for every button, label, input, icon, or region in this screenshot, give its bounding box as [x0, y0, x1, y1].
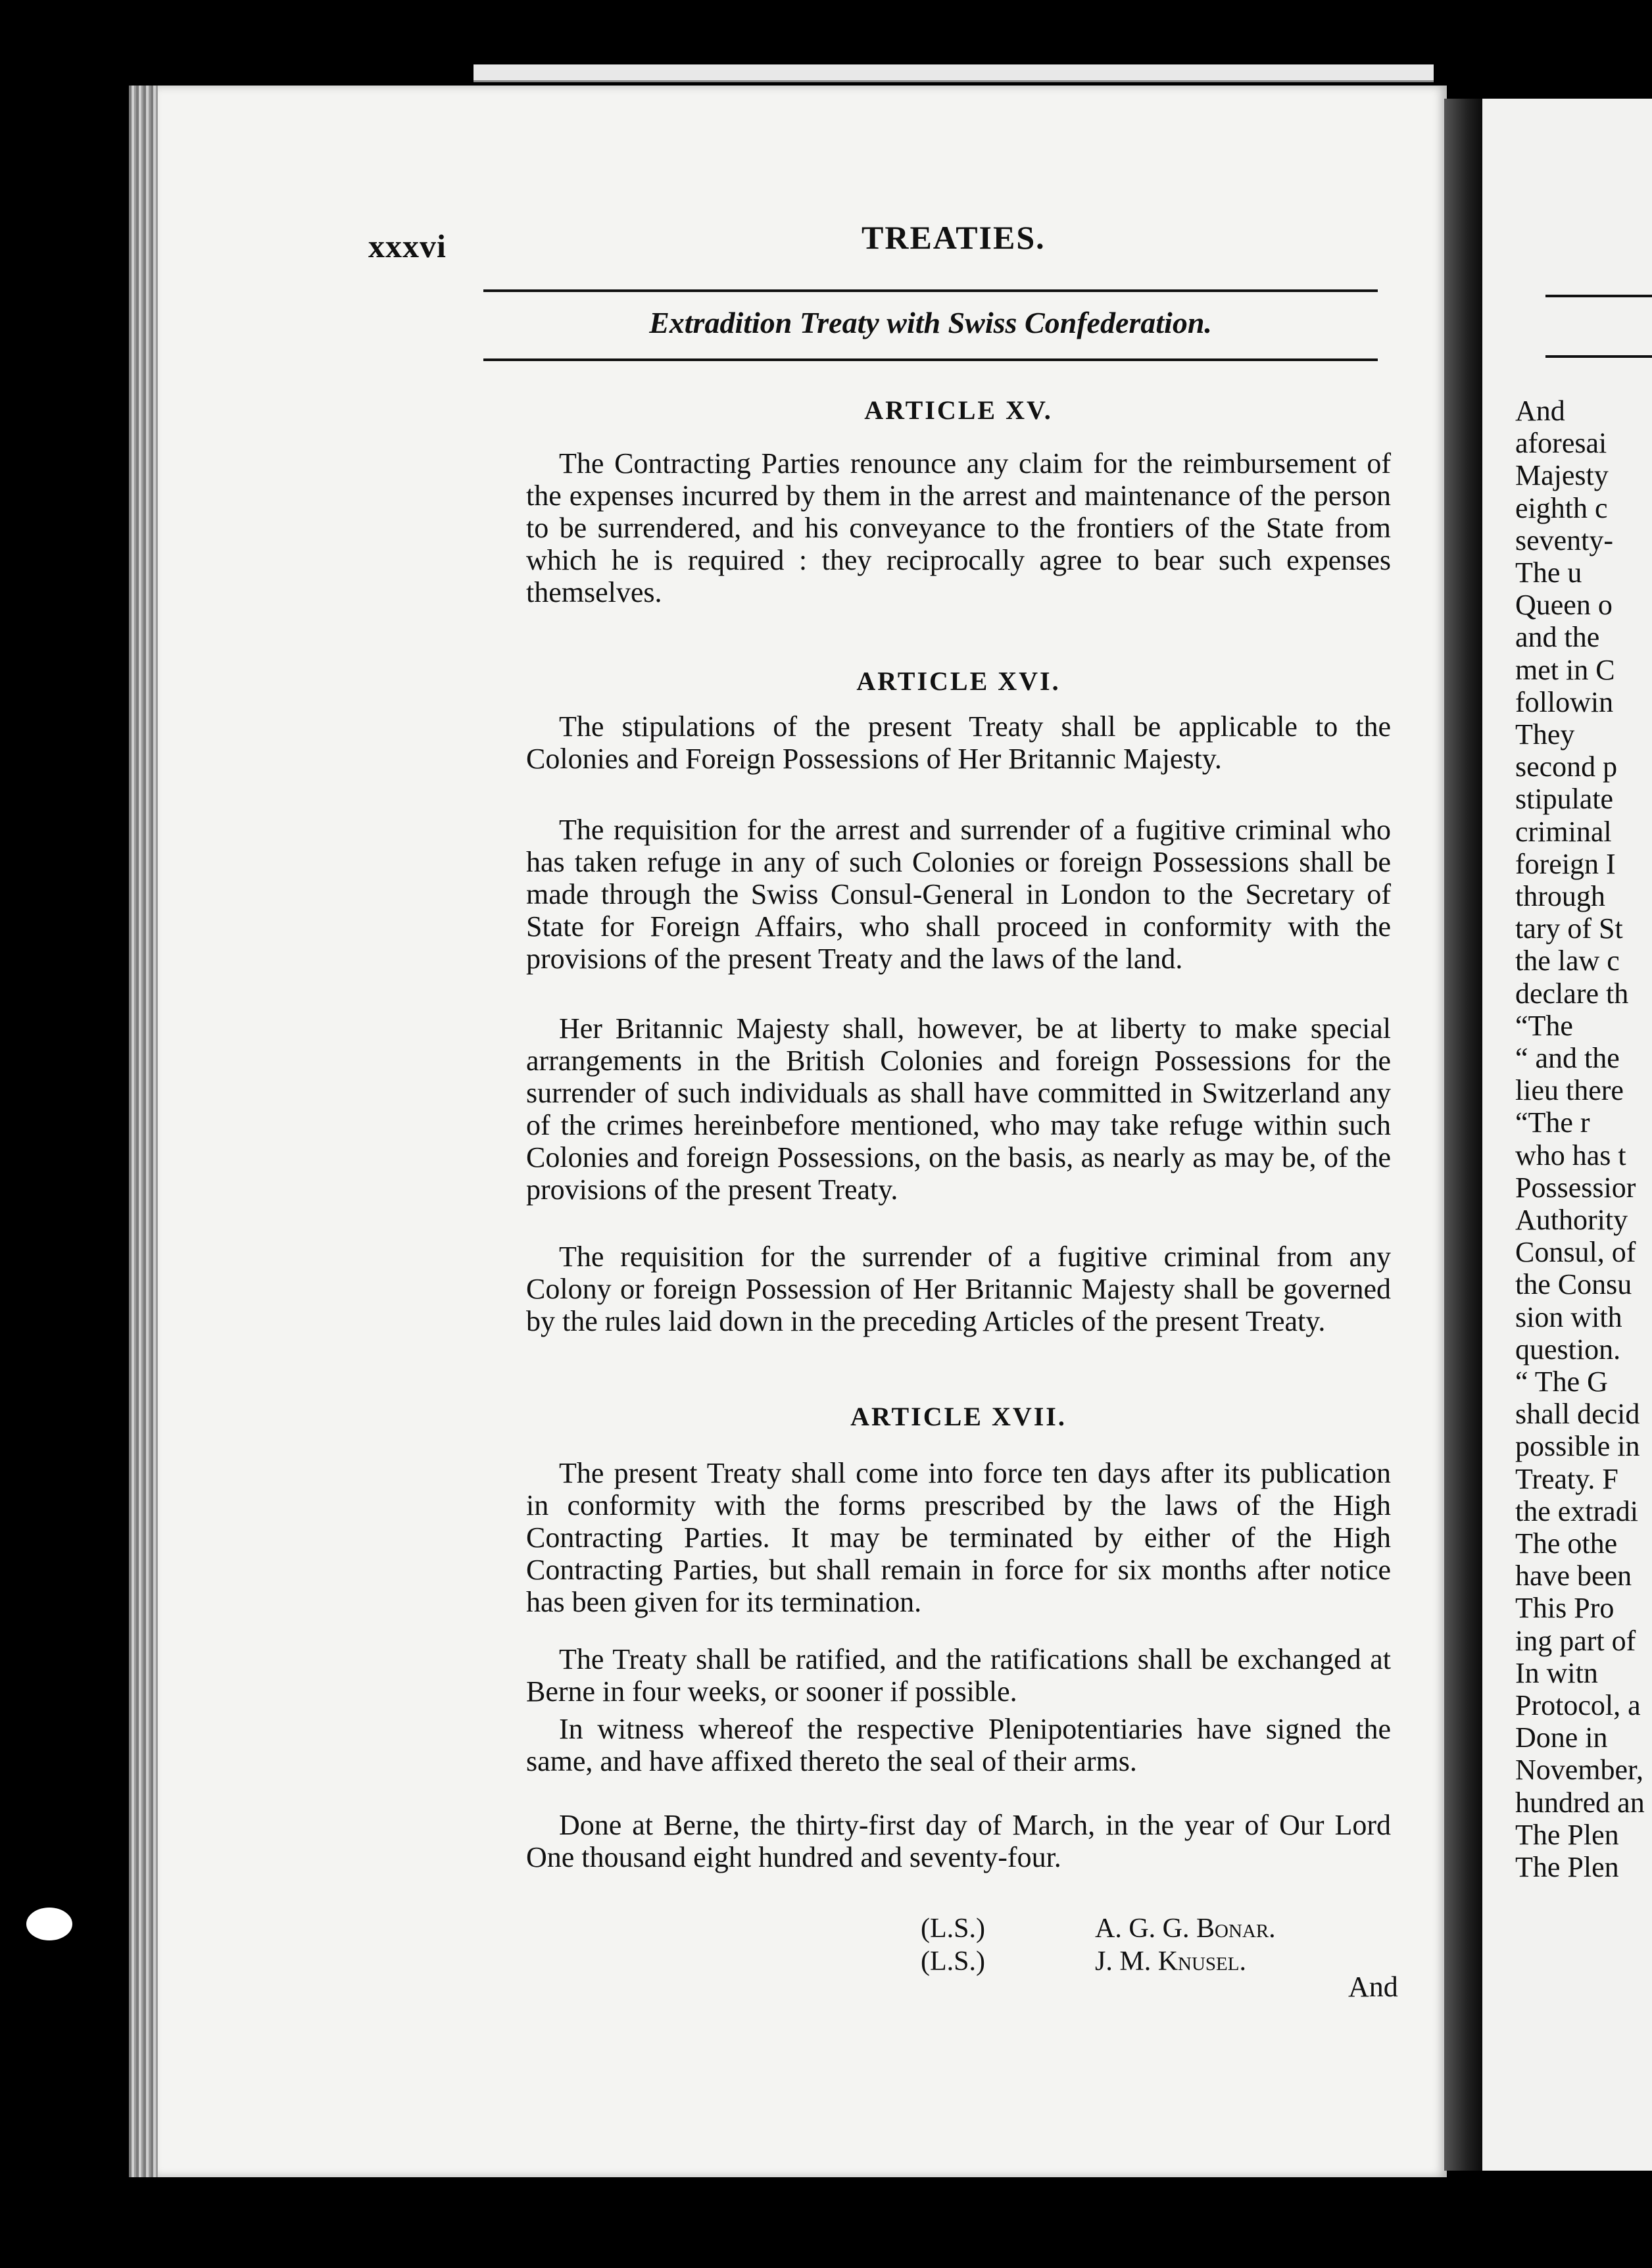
- signatory-name: J. M. Knusel.: [1095, 1946, 1246, 1977]
- facing-page-line: the law c: [1515, 945, 1620, 977]
- facing-page-line: lieu there: [1515, 1074, 1624, 1107]
- facing-page-line: sion with: [1515, 1300, 1622, 1333]
- facing-page-line: Done in: [1515, 1721, 1608, 1754]
- facing-page-line: foreign I: [1515, 847, 1616, 880]
- treaty-subtitle: Extradition Treaty with Swiss Confederation.: [649, 306, 1212, 339]
- facing-page-line: Authority: [1515, 1204, 1628, 1236]
- catchword: And: [1348, 1971, 1398, 2003]
- article-paragraph: Done at Berne, the thirty-first day of March, in the year of Our Lord One thousand eight hundred and seventy-four.: [526, 1809, 1391, 1873]
- facing-page-line: Possessior: [1515, 1171, 1636, 1204]
- facing-page-line: met in C: [1515, 653, 1615, 686]
- article-paragraph: The stipulations of the present Treaty shall be applicable to the Colonies and Foreign Possessions of Her Britannic Majesty.: [526, 710, 1391, 775]
- article-paragraph: In witness whereof the respective Plenipotentiaries have signed the same, and have affixed thereto the seal of their arms.: [526, 1713, 1391, 1777]
- article-paragraph: Her Britannic Majesty shall, however, be at liberty to make special arrangements in the British Colonies and foreign Possessions for the surrender of such individuals as shall have committed in Switzerland any of the crimes hereinbefore mentioned, who may take refuge within such Colonies and foreign Possessions, on the basis, as nearly as may be, of the provisions of the present Treaty.: [526, 1012, 1391, 1206]
- facing-page-line: In witn: [1515, 1656, 1598, 1689]
- facing-rule-bottom: [1545, 355, 1652, 358]
- facing-page-line: The Plen: [1515, 1851, 1619, 1883]
- facing-page-line: November,: [1515, 1754, 1643, 1787]
- facing-page-line: aforesai: [1515, 427, 1607, 460]
- facing-page-line: “ and the: [1515, 1042, 1620, 1074]
- facing-page-line: “ The G: [1515, 1366, 1608, 1398]
- facing-page-line: The Plen: [1515, 1818, 1619, 1851]
- facing-page-line: They: [1515, 718, 1575, 751]
- header-rule-top: [483, 289, 1378, 292]
- article-paragraph: The Contracting Parties renounce any claim for the reimbursement of the expenses incurred by them in the arrest and maintenance of the person to be surrendered, and his conveyance to the frontiers of the State from which he is required : they reciprocally agree to bear such expenses themselves.: [526, 447, 1391, 608]
- facing-page-line: the extradi: [1515, 1494, 1638, 1527]
- facing-page-line: The othe: [1515, 1527, 1618, 1560]
- facing-page-line: “The: [1515, 1009, 1573, 1042]
- running-title: TREATIES.: [862, 219, 1046, 256]
- header-rule-bottom: [483, 358, 1378, 361]
- facing-page-line: followin: [1515, 685, 1614, 718]
- facing-page-line: Treaty. F: [1515, 1462, 1618, 1495]
- facing-page-line: criminal: [1515, 815, 1612, 848]
- facing-page-line: second p: [1515, 751, 1618, 783]
- scan-blemish: [26, 1908, 72, 1940]
- page-number: xxxvi: [368, 228, 447, 264]
- facing-page-line: Majesty: [1515, 459, 1609, 492]
- article-heading: ARTICLE XVI.: [856, 666, 1061, 696]
- facing-page-line: Queen o: [1515, 589, 1613, 622]
- facing-page-line: seventy-: [1515, 524, 1614, 556]
- facing-page-line: hundred an: [1515, 1786, 1645, 1819]
- article-heading: ARTICLE XVII.: [850, 1402, 1067, 1431]
- article-heading: ARTICLE XV.: [864, 395, 1053, 425]
- facing-page-line: through: [1515, 880, 1605, 912]
- seal-mark: (L.S.): [921, 1946, 985, 1977]
- book-spine: [1444, 99, 1482, 2171]
- facing-page-line: ing part of: [1515, 1624, 1636, 1657]
- article-paragraph: The present Treaty shall come into force ten days after its publication in conformity with the forms prescribed by the laws of the High Contracting Parties. It may be terminated by either of the High Contracting Parties, but shall remain in force for six months after notice has been given for its termination.: [526, 1457, 1391, 1618]
- facing-page-line: Consul, of: [1515, 1236, 1636, 1269]
- article-paragraph: The requisition for the surrender of a fugitive criminal from any Colony or foreign Possession of Her Britannic Majesty shall be governed by the rules laid down in the preceding Articles of the present Treaty.: [526, 1241, 1391, 1337]
- facing-page-line: shall decid: [1515, 1398, 1640, 1431]
- facing-page-line: Protocol, a: [1515, 1689, 1641, 1721]
- facing-rule-top: [1545, 295, 1652, 297]
- signatory-name: A. G. G. Bonar.: [1095, 1913, 1276, 1944]
- facing-page-line: who has t: [1515, 1139, 1626, 1171]
- seal-mark: (L.S.): [921, 1913, 985, 1944]
- article-paragraph: The Treaty shall be ratified, and the ratifications shall be exchanged at Berne in four weeks, or sooner if possible.: [526, 1643, 1391, 1708]
- facing-page-line: The u: [1515, 556, 1582, 589]
- facing-page-line: possible in: [1515, 1430, 1640, 1463]
- facing-page-line: And: [1515, 395, 1565, 427]
- facing-page-line: This Pro: [1515, 1592, 1615, 1625]
- facing-page-line: question.: [1515, 1333, 1621, 1366]
- facing-page-line: “The r: [1515, 1106, 1590, 1139]
- facing-page-line: the Consu: [1515, 1268, 1632, 1301]
- facing-page-line: stipulate: [1515, 783, 1614, 816]
- facing-page-line: declare th: [1515, 977, 1629, 1010]
- facing-page-line: tary of St: [1515, 912, 1623, 945]
- article-paragraph: The requisition for the arrest and surrender of a fugitive criminal who has taken refuge in any of such Colonies or foreign Possessions shall be made through the Swiss Consul-General in London to the Secretary of State for Foreign Affairs, who shall proceed in conformity with the provisions of the present Treaty and the laws of the land.: [526, 814, 1391, 975]
- facing-page-line: eighth c: [1515, 491, 1608, 524]
- page-top-edge: [474, 64, 1434, 82]
- facing-page-line: and the: [1515, 621, 1600, 654]
- facing-page-line: have been: [1515, 1560, 1632, 1592]
